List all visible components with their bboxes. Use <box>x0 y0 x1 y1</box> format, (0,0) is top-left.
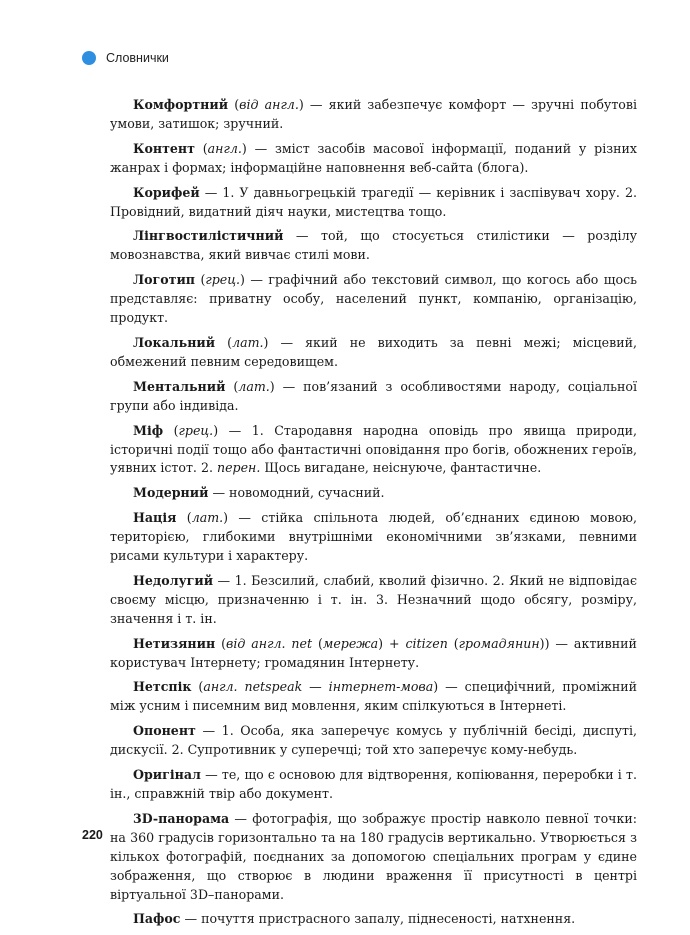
entry-text: — почуття пристрасного запалу, піднесеності, натхнення. <box>180 911 576 927</box>
entry-term: Модерний <box>133 485 209 501</box>
section-title: Словнички <box>106 51 169 65</box>
entry-term: Корифей <box>133 184 200 200</box>
glossary-entry <box>110 271 637 328</box>
entry-text: ( <box>215 635 227 651</box>
entry-text: — фотографія, що зображує простір навколо певної точки: на 360 градусів горизонтально та на 180 градусів вертикально. Утворюється з кількох фотографій, поєднаних за допомогою спеціальних програм у єдине зображення, що створює в людини враження її присутності в центрі віртуальної 3D–панорами. <box>110 810 637 902</box>
glossary-entry <box>110 378 637 416</box>
entry-term: Оригінал <box>133 767 201 783</box>
entry-text: ) — 1. Стародавня народна оповідь про явища природи, історичні події тощо або фантастичні оповідання про богів, обожнених героїв, уявних істот. 2. <box>110 422 637 476</box>
entry-origin: від англ. net <box>226 635 313 651</box>
entry-text: ( <box>225 378 239 394</box>
entry-origin: лат. <box>232 334 264 350</box>
entry-text: ( <box>176 510 192 526</box>
entry-text: ( <box>195 272 206 288</box>
glossary-entry <box>110 227 637 265</box>
section-bullet-icon <box>82 51 96 65</box>
entry-term: Контент <box>133 140 195 156</box>
entry-term: Ментальний <box>133 378 226 394</box>
entry-origin: громадянин <box>458 635 540 651</box>
entry-origin: англ. <box>207 140 242 156</box>
entry-origin: від англ. <box>239 97 299 112</box>
glossary-entry <box>110 184 637 222</box>
entry-text: ( <box>215 334 233 350</box>
entry-text: ( <box>194 140 208 156</box>
entry-text: )) — активний користувач Інтернету; громадянин Інтернету. <box>110 635 637 670</box>
entry-text: ( <box>163 422 179 438</box>
glossary-entry <box>110 766 637 804</box>
page-number: 220 <box>82 828 103 842</box>
entry-origin: мережа <box>322 635 379 651</box>
glossary-entry <box>110 140 637 178</box>
section-header <box>82 51 169 65</box>
entry-text: ) — зміст засобів масової інформації, поданий у різних жанрах і формах; інформаційне наповнення веб-сайта (блога). <box>110 140 637 175</box>
glossary-entry <box>110 422 637 479</box>
entry-text: ( <box>228 97 240 112</box>
entry-term: 3D-панорама <box>133 810 230 826</box>
entry-text: Щось вигадане, неіснуюче, фантастичне. <box>260 460 542 476</box>
glossary-entry <box>110 572 637 629</box>
entry-term: Логотип <box>133 272 196 288</box>
glossary-entry <box>110 334 637 372</box>
entry-term: Недолугий <box>133 572 214 588</box>
entry-text: ( <box>312 635 323 651</box>
glossary-entry <box>110 678 637 716</box>
entry-origin: лат. <box>191 510 224 526</box>
entry-text: ) — який не виходить за певні межі; місцевий, обмежений певним середовищем. <box>110 334 637 369</box>
entry-text: — 1. Особа, яка заперечує комусь у публічній бесіді, диспуті, дискусії. 2. Супротивник у суперечці; той хто заперечує кому-небудь. <box>110 723 637 758</box>
glossary-entry <box>110 509 637 566</box>
glossary-entry <box>110 910 637 929</box>
entry-term: Пафос <box>133 911 181 927</box>
entry-term: Нетизянин <box>133 635 216 651</box>
entry-text: ( <box>191 679 204 695</box>
entry-text: — новомодний, сучасний. <box>208 485 385 501</box>
entry-origin: лат. <box>238 378 270 394</box>
entry-origin: грец. <box>178 422 214 438</box>
entry-text: ) — графічний або текстовий символ, що когось або щось представляє: приватну особу, населений пункт, компанію, організацію, продукт. <box>110 272 637 326</box>
entry-term: Нація <box>133 510 177 526</box>
entry-term: Локальний <box>133 334 216 350</box>
entry-text: ) + <box>378 635 406 651</box>
entry-text: — 1. У давньогрецькій трагедії — керівник і заспівувач хору. 2. Провідний, видатний діяч науки, мистецтва тощо. <box>110 184 637 219</box>
entry-term: Комфортний <box>133 97 229 112</box>
entry-text: — той, що стосується стилістики — розділу мовознавства, який вивчає стилі мови. <box>110 228 637 263</box>
entry-text: ) — специфічний, проміжний між усним і писемним вид мовлення, яким спілкуються в Інтернеті. <box>110 679 637 714</box>
glossary-entry <box>110 810 637 905</box>
entry-term: Опонент <box>133 723 196 739</box>
entry-usage-note: перен. <box>216 460 261 476</box>
glossary-list <box>110 96 637 935</box>
entry-origin: англ. netspeak — інтернет-мова <box>203 679 434 695</box>
entry-origin: грец. <box>205 272 241 288</box>
entry-text: — 1. Безсилий, слабий, кволий фізично. 2. Який не відповідає своєму місцю, призначенню і т. ін. 3. Незначний щодо обсягу, розміру, значення і т. ін. <box>110 572 637 626</box>
entry-text: ( <box>447 635 459 651</box>
entry-text: — те, що є основою для відтворення, копіювання, переробки і т. ін., справжній твір або документ. <box>110 767 637 801</box>
glossary-entry <box>110 484 637 503</box>
entry-text: ) — пов’язаний з особливостями народу, соціальної групи або індивіда. <box>110 378 637 413</box>
entry-term: Нетспік <box>133 679 192 695</box>
entry-text: ) — стійка спільнота людей, об’єднаних єдиною мовою, територією, глибокими внутрішніми економічними зв’язками, певними рисами культури і характеру. <box>110 510 637 564</box>
entry-origin: citizen <box>405 635 448 651</box>
glossary-entry <box>110 635 637 673</box>
glossary-entry <box>110 722 637 760</box>
glossary-entry <box>110 96 637 134</box>
entry-term: Міф <box>133 422 164 438</box>
entry-text: ) — який забезпечує комфорт — зручні побутові умови, затишок; зручний. <box>110 97 637 131</box>
entry-term: Лінгвостилістичний <box>133 228 284 244</box>
